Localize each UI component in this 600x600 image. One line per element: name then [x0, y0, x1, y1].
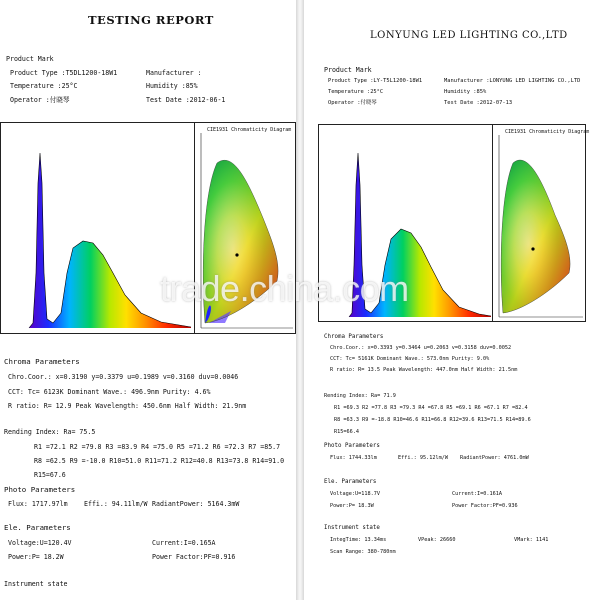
current: Current:I=0.161A	[452, 491, 502, 497]
product-type: Product Type :T5DL1200-18W1	[10, 69, 118, 77]
r-ratio-line: R ratio: R= 12.9 Peak Wavelength: 450.6nm Half Width: 21.9nm	[8, 402, 247, 410]
vpeak: VPeak: 26660	[418, 537, 456, 543]
current: Current:I=0.165A	[152, 539, 216, 547]
photo-parameters-title: Photo Parameters	[324, 443, 380, 449]
instrument-state-title: Instrument state	[324, 525, 380, 531]
product-mark-label: Product Mark	[6, 55, 54, 63]
rending-values-2: R8 =62.5 R9 =-10.0 R10=51.0 R11=71.2 R12=40.8 R13=73.8 R14=91.0	[34, 457, 285, 465]
humidity: Humidity :85%	[146, 82, 198, 90]
test-date: Test Date :2012-06-1	[146, 96, 226, 104]
rending-index: Rending Index: Ra= 75.5	[4, 428, 96, 436]
flux: Flux: 1717.97lm	[8, 500, 68, 508]
humidity: Humidity :85%	[444, 89, 487, 95]
rending-values-1: R1 =69.3 R2 =77.8 R3 =79.3 R4 =67.8 R5 =69.1 R6 =67.1 R7 =82.4	[334, 405, 528, 411]
voltage: Voltage:U=118.7V	[330, 491, 380, 497]
power-factor: Power Factor:PF=0.916	[152, 553, 236, 561]
rending-values-3: R15=67.6	[34, 471, 66, 479]
rending-values-1: R1 =72.1 R2 =79.8 R3 =83.9 R4 =75.0 R5 =71.2 R6 =72.3 R7 =85.7	[34, 443, 281, 451]
chroma-parameters-title: Chroma Parameters	[324, 334, 384, 340]
report-title: TESTING REPORT	[88, 13, 214, 27]
cie-chromaticity-chart: CIE1931 Chromaticity Diagram	[194, 122, 296, 334]
voltage: Voltage:U=120.4V	[8, 539, 72, 547]
r-ratio-line: R ratio: R= 13.5 Peak Wavelength: 447.0nm Half Width: 21.5nm	[330, 367, 518, 373]
operator: Operator :付晓琴	[328, 100, 377, 106]
temperature: Temperature :25°C	[10, 82, 78, 90]
cct-line: CCT: Tc= 5161K Dominant Wave.: 573.0nm Purity: 9.0%	[330, 356, 490, 362]
operator: Operator :付晓琴	[10, 96, 70, 104]
rending-values-3: R15=66.4	[334, 429, 359, 435]
power: Power:P= 18.2W	[8, 553, 64, 561]
radiant-power: RadiantPower: 4761.0mW	[460, 455, 529, 461]
radiant-power: RadiantPower: 5164.3mW	[152, 500, 240, 508]
ele-parameters-title: Ele. Parameters	[4, 523, 71, 532]
chroma-coordinates: Chro.Coor.: x=0.3190 y=0.3379 u=0.1989 v=0.3160 duv=0.0046	[8, 373, 239, 381]
vmark: VMark: 1141	[514, 537, 549, 543]
instrument-state-title: Instrument state	[4, 580, 68, 588]
integ-time: IntegTime: 13.34ms	[330, 537, 387, 543]
temperature: Temperature :25°C	[328, 89, 384, 95]
product-type: Product Type :LY-T5L1200-18W1	[328, 78, 423, 84]
cct-line: CCT: Tc= 6123K Dominant Wave.: 496.9nm Purity: 4.6%	[8, 388, 211, 396]
cie-chromaticity-chart: CIE1931 Chromaticity Diagram	[492, 124, 586, 322]
power: Power:P= 18.3W	[330, 503, 374, 509]
test-date: Test Date :2012-07-13	[444, 100, 513, 106]
chroma-coordinates: Chro.Coor.: x=0.3393 y=0.3464 u=0.2063 v=0.3158 duv=0.0052	[330, 345, 512, 351]
product-mark-label: Product Mark	[324, 66, 372, 74]
chroma-parameters-title: Chroma Parameters	[4, 357, 80, 366]
flux: Flux: 1744.33lm	[330, 455, 377, 461]
efficiency: Effi.: 95.12lm/W	[398, 455, 448, 461]
scan-range: Scan Range: 380-780nm	[330, 549, 396, 555]
rending-values-2: R8 =63.3 R9 =-18.8 R10=46.6 R11=66.8 R12=39.6 R13=71.5 R14=89.6	[334, 417, 531, 423]
report-title: LONYUNG LED LIGHTING CO.,LTD	[370, 30, 568, 41]
manufacturer: Manufacturer :	[146, 69, 202, 77]
efficiency: Effi.: 94.11lm/W	[84, 500, 148, 508]
manufacturer: Manufacturer :LONYUNG LED LIGHTING CO.,LTD	[444, 78, 581, 84]
rending-index: Rending Index: Ra= 71.9	[324, 393, 396, 399]
watermark: trade.china.com	[160, 268, 409, 309]
photo-parameters-title: Photo Parameters	[4, 485, 76, 494]
power-factor: Power Factor:PF=0.936	[452, 503, 518, 509]
ele-parameters-title: Ele. Parameters	[324, 479, 377, 485]
